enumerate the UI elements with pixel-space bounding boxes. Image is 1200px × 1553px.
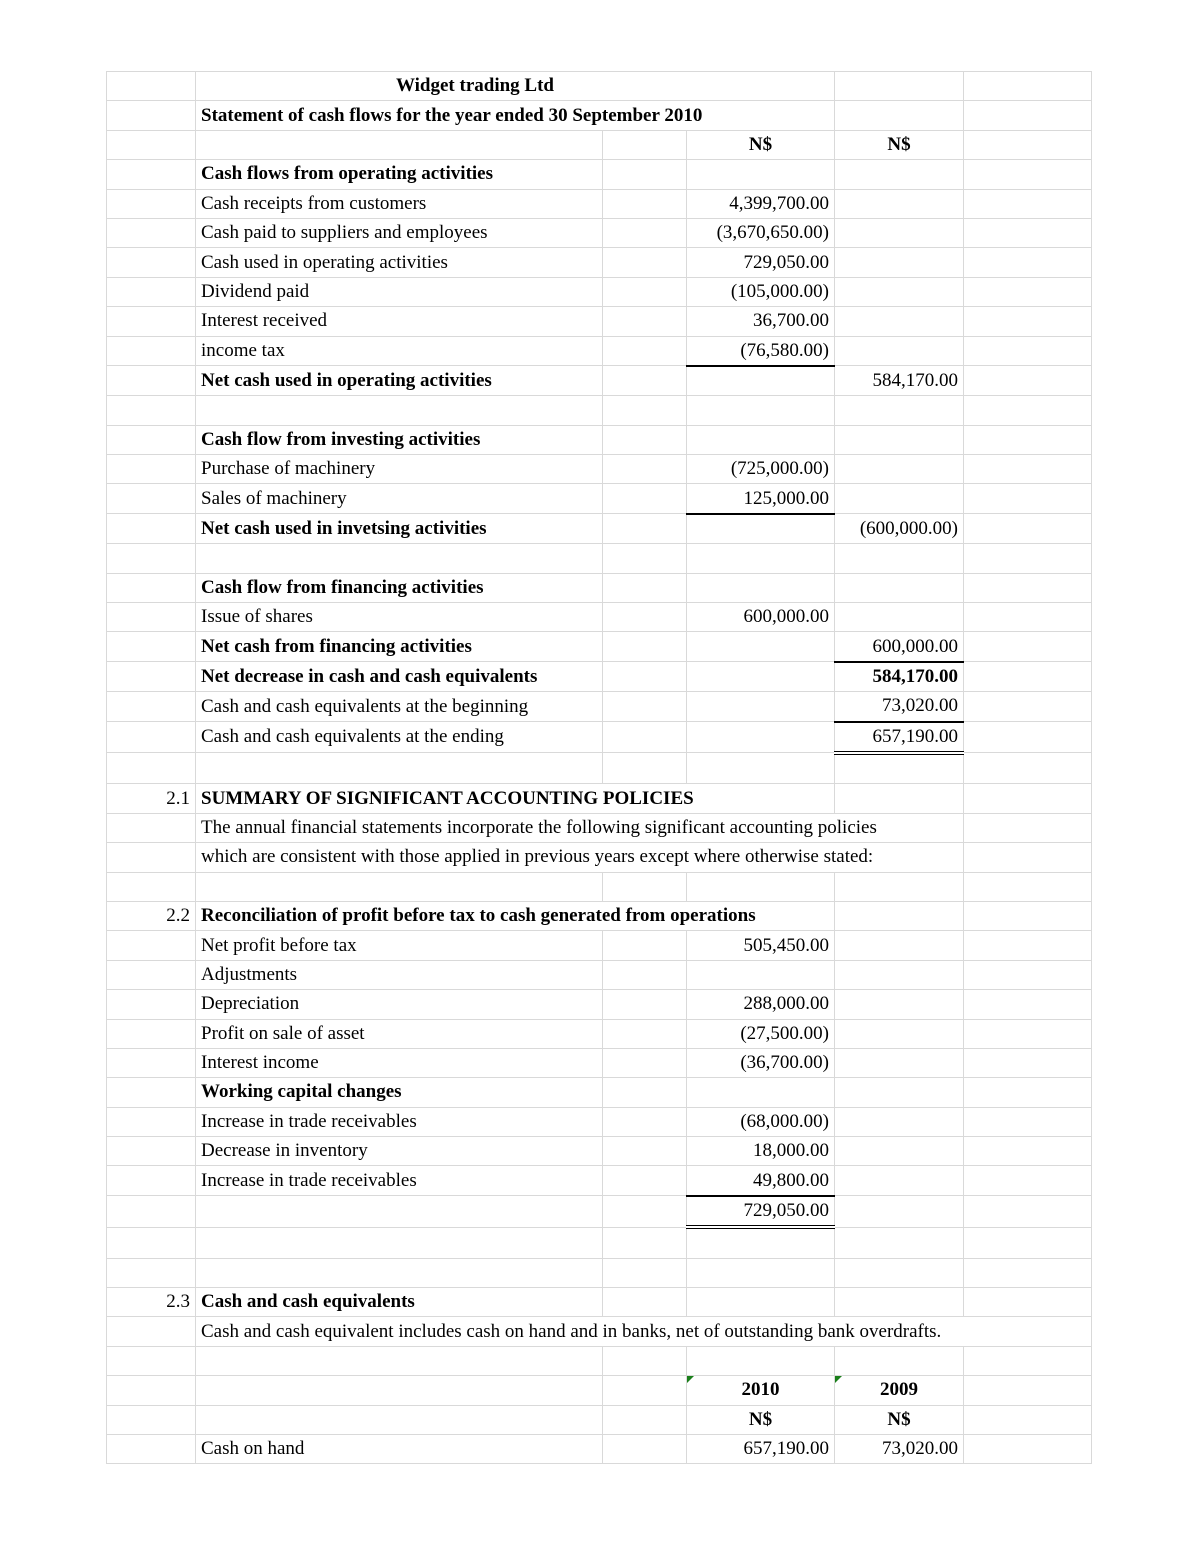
table-row	[107, 72, 1092, 101]
row-label[interactable]: Interest income	[196, 1048, 603, 1077]
currency-header-1[interactable]: N$	[687, 130, 835, 159]
table-row	[107, 1166, 1092, 1196]
row-amount[interactable]: 729,050.00	[687, 248, 835, 277]
row-label[interactable]: Depreciation	[196, 990, 603, 1019]
financing-heading[interactable]: Cash flow from financing activities	[196, 573, 603, 602]
row-label[interactable]: Profit on sale of asset	[196, 1019, 603, 1048]
table-row	[107, 990, 1092, 1019]
operating-total-label[interactable]: Net cash used in operating activities	[196, 366, 603, 396]
table-row	[107, 396, 1092, 425]
row-amount[interactable]: 600,000.00	[687, 603, 835, 632]
cash-equivalents-description[interactable]: Cash and cash equivalent includes cash on hand and in banks, net of outstanding bank overdrafts.	[196, 1317, 1092, 1346]
table-row	[107, 189, 1092, 218]
year-header-2[interactable]	[835, 1376, 964, 1405]
policies-text-line-2[interactable]: which are consistent with those applied in previous years except where otherwise stated:	[196, 843, 964, 872]
table-row	[107, 1196, 1092, 1227]
table-row	[107, 544, 1092, 573]
row-amount[interactable]: (105,000.00)	[687, 277, 835, 306]
table-row	[107, 573, 1092, 602]
spreadsheet	[106, 71, 1092, 1464]
table-row	[107, 1227, 1092, 1258]
cash-on-hand-label[interactable]: Cash on hand	[196, 1434, 603, 1463]
ending-balance[interactable]: 657,190.00	[835, 722, 964, 753]
investing-heading[interactable]: Cash flow from investing activities	[196, 425, 603, 454]
row-label[interactable]: Issue of shares	[196, 603, 603, 632]
cash-on-hand-2010[interactable]: 657,190.00	[687, 1434, 835, 1463]
row-amount[interactable]: 4,399,700.00	[687, 189, 835, 218]
operating-heading[interactable]: Cash flows from operating activities	[196, 160, 603, 189]
year-label: 2009	[880, 1379, 918, 1401]
net-profit-label[interactable]: Net profit before tax	[196, 931, 603, 960]
table-row	[107, 843, 1092, 872]
policies-heading[interactable]: SUMMARY OF SIGNIFICANT ACCOUNTING POLICIES	[196, 784, 835, 813]
row-amount[interactable]: (76,580.00)	[687, 336, 835, 366]
table-row	[107, 366, 1092, 396]
table-row	[107, 1288, 1092, 1317]
table-row	[107, 277, 1092, 306]
table-row	[107, 1258, 1092, 1287]
table-row	[107, 1019, 1092, 1048]
net-decrease-label[interactable]: Net decrease in cash and cash equivalents	[196, 662, 603, 692]
currency-header-1[interactable]: N$	[687, 1405, 835, 1434]
row-label[interactable]: Decrease in inventory	[196, 1137, 603, 1166]
table-row	[107, 130, 1092, 159]
cash-on-hand-2009[interactable]: 73,020.00	[835, 1434, 964, 1463]
table-row	[107, 960, 1092, 989]
year-header-1[interactable]	[687, 1376, 835, 1405]
section-number[interactable]: 2.1	[107, 784, 196, 813]
table-row	[107, 218, 1092, 247]
row-label[interactable]: Interest received	[196, 307, 603, 336]
table-row	[107, 662, 1092, 692]
comment-marker-icon	[687, 1376, 694, 1383]
row-label[interactable]: Cash used in operating activities	[196, 248, 603, 277]
table-row	[107, 784, 1092, 813]
operating-total[interactable]: 584,170.00	[835, 366, 964, 396]
financing-total-label[interactable]: Net cash from financing activities	[196, 632, 603, 662]
table-row	[107, 101, 1092, 130]
row-amount[interactable]: (36,700.00)	[687, 1048, 835, 1077]
table-row	[107, 692, 1092, 722]
section-number[interactable]: 2.2	[107, 901, 196, 930]
table-row	[107, 1048, 1092, 1077]
ending-label[interactable]: Cash and cash equivalents at the ending	[196, 722, 603, 753]
table-row	[107, 813, 1092, 842]
net-profit-amount[interactable]: 505,450.00	[687, 931, 835, 960]
table-row	[107, 455, 1092, 484]
table-row	[107, 1107, 1092, 1136]
row-label[interactable]: income tax	[196, 336, 603, 366]
table-row	[107, 307, 1092, 336]
row-amount[interactable]: 49,800.00	[687, 1166, 835, 1196]
row-label[interactable]: Increase in trade receivables	[196, 1166, 603, 1196]
adjustments-label[interactable]: Adjustments	[196, 960, 603, 989]
reconciliation-heading[interactable]: Reconciliation of profit before tax to cash generated from operations	[196, 901, 835, 930]
currency-header-2[interactable]: N$	[835, 130, 964, 159]
row-label[interactable]: Sales of machinery	[196, 484, 603, 514]
financing-total[interactable]: 600,000.00	[835, 632, 964, 662]
table-row	[107, 931, 1092, 960]
table-row	[107, 1137, 1092, 1166]
row-amount[interactable]: 18,000.00	[687, 1137, 835, 1166]
table-row	[107, 753, 1092, 784]
policies-text-line-1[interactable]: The annual financial statements incorporate the following significant accounting policies	[196, 813, 964, 842]
table-row	[107, 425, 1092, 454]
table-row	[107, 1346, 1092, 1375]
row-amount[interactable]: (3,670,650.00)	[687, 218, 835, 247]
row-label[interactable]: Dividend paid	[196, 277, 603, 306]
reconciliation-total[interactable]: 729,050.00	[687, 1196, 835, 1227]
table-row	[107, 248, 1092, 277]
row-amount[interactable]: 288,000.00	[687, 990, 835, 1019]
cash-equivalents-heading[interactable]: Cash and cash equivalents	[196, 1288, 603, 1317]
row-amount[interactable]: 36,700.00	[687, 307, 835, 336]
beginning-balance[interactable]: 73,020.00	[835, 692, 964, 722]
investing-total[interactable]: (600,000.00)	[835, 514, 964, 544]
comment-marker-icon	[835, 1376, 842, 1383]
table-row	[107, 1376, 1092, 1405]
row-label[interactable]: Cash paid to suppliers and employees	[196, 218, 603, 247]
table-row	[107, 603, 1092, 632]
row-amount[interactable]: (27,500.00)	[687, 1019, 835, 1048]
section-number[interactable]: 2.3	[107, 1288, 196, 1317]
table-row	[107, 160, 1092, 189]
row-label[interactable]: Increase in trade receivables	[196, 1107, 603, 1136]
working-capital-label[interactable]: Working capital changes	[196, 1078, 603, 1107]
year-label: 2010	[741, 1379, 780, 1401]
investing-total-label[interactable]: Net cash used in invetsing activities	[196, 514, 603, 544]
table-row	[107, 632, 1092, 662]
table-row	[107, 1405, 1092, 1434]
row-amount[interactable]: 125,000.00	[687, 484, 835, 514]
row-label[interactable]: Purchase of machinery	[196, 455, 603, 484]
table-row	[107, 1078, 1092, 1107]
company-name[interactable]: Widget trading Ltd	[196, 72, 835, 101]
statement-title[interactable]: Statement of cash flows for the year ended 30 September 2010	[196, 101, 835, 130]
row-amount[interactable]: (725,000.00)	[687, 455, 835, 484]
net-decrease[interactable]: 584,170.00	[835, 662, 964, 692]
table-row	[107, 1434, 1092, 1463]
table-row	[107, 336, 1092, 366]
table-row	[107, 722, 1092, 753]
table-row	[107, 1317, 1092, 1346]
currency-header-2[interactable]: N$	[835, 1405, 964, 1434]
table-row	[107, 484, 1092, 514]
beginning-label[interactable]: Cash and cash equivalents at the beginning	[196, 692, 603, 722]
table-row	[107, 872, 1092, 901]
table-row	[107, 901, 1092, 930]
row-label[interactable]: Cash receipts from customers	[196, 189, 603, 218]
row-amount[interactable]: (68,000.00)	[687, 1107, 835, 1136]
table-row	[107, 514, 1092, 544]
